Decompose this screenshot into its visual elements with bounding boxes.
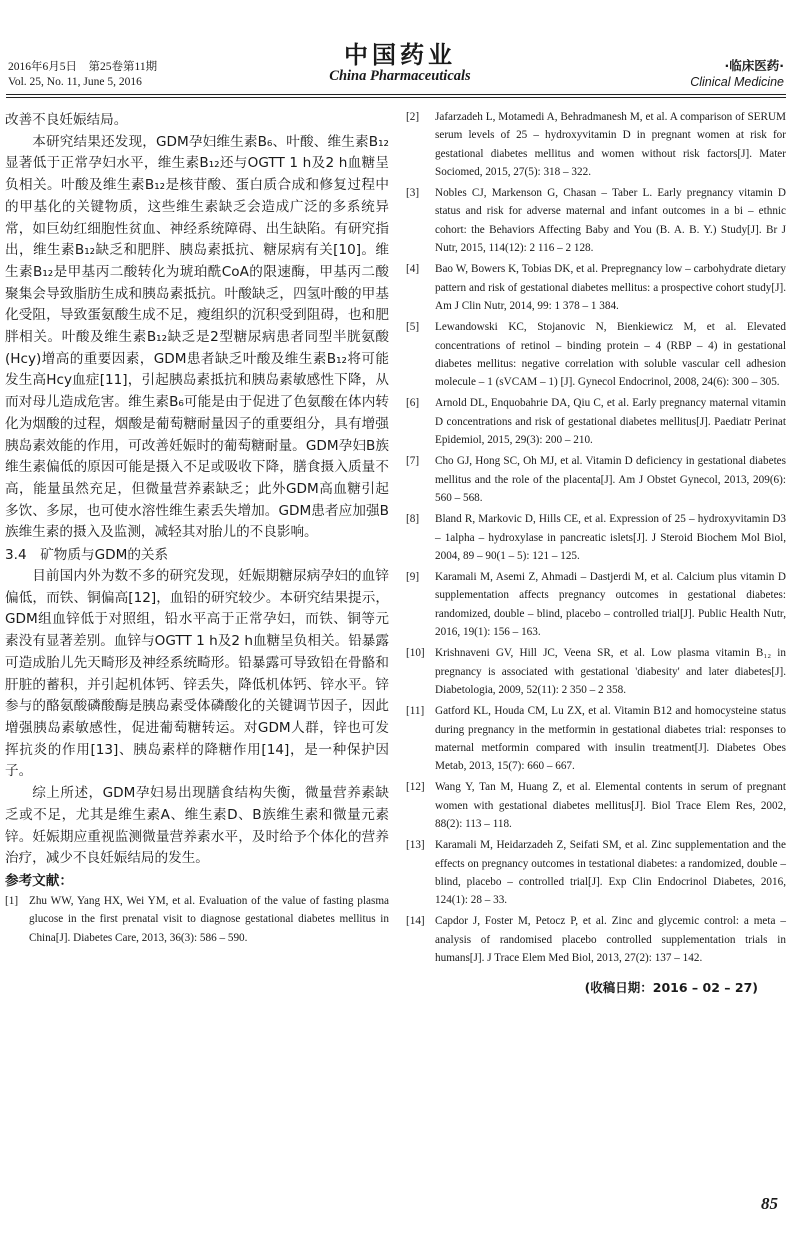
section-heading-3-4: 3.4 矿物质与GDM的关系 bbox=[5, 547, 169, 564]
reference-text: Bland R, Markovic D, Hills CE, et al. Expression of 25 – hydroxyvitamin D3 – 1alpha – hydroxylase in pancreatic islets[J]. J Steroid Biochem Mol Biol, 2004, 89 – 90(1 – 5): 121 – 125. bbox=[435, 513, 786, 562]
reference-item bbox=[406, 184, 786, 257]
reference-text: Karamali M, Asemi Z, Ahmadi – Dastjerdi M, et al. Calcium plus vitamin D supplementation affects pregnancy outcomes in gestational diabetes: randomized, double – blind, placebo – controlled trial[J]. Public Health Nutr, 2016, 19(1): 156 – 163. bbox=[435, 571, 786, 639]
reference-text: Wang Y, Tan M, Huang Z, et al. Elemental contents in serum of pregnant women with gestational diabetes mellitus[J]. Biol Trace Elem Res, 2002, 88(2): 113 – 118. bbox=[435, 781, 786, 830]
reference-text: Zhu WW, Yang HX, Wei YM, et al. Evaluation of the value of fasting plasma glucose in the first prenatal visit to diagnose gestational diabetes mellitus in China[J]. Diabetes Care, 2013, 36(3): 586 – 590. bbox=[29, 894, 389, 944]
reference-number: [6] bbox=[406, 397, 420, 410]
reference-text: Jafarzadeh L, Motamedi A, Behradmanesh M, et al. A comparison of SERUM serum levels of 25 – hydroxyvitamin D in pregnant women at risk for gestational diabetes mellitus and women without risk factors[J]. Mater Sociomed, 2015, 27(5): 318 – 322. bbox=[435, 111, 786, 178]
issue-volume-en: Vol. 25, No. 11, June 5, 2016 bbox=[8, 76, 142, 88]
header-rule-thin bbox=[6, 97, 786, 98]
left-column bbox=[5, 110, 389, 950]
page-header bbox=[0, 0, 792, 104]
page-number: 85 bbox=[761, 1194, 778, 1213]
reference-item bbox=[406, 912, 786, 967]
reference-number: [3] bbox=[406, 187, 420, 200]
reference-item bbox=[5, 892, 389, 947]
reference-text: Cho GJ, Hong SC, Oh MJ, et al. Vitamin D deficiency in gestational diabetes mellitus and the role of the placenta[J]. Am J Obstet Gynecol, 2013, 209(6): 560 – 568. bbox=[435, 455, 786, 504]
reference-number: [8] bbox=[406, 513, 420, 526]
reference-text: Bao W, Bowers K, Tobias DK, et al. Prepregnancy low – carbohydrate dietary pattern and risk of gestational diabetes mellitus: a prospective cohort study[J]. Am J Clin Nutr, 2014, 99: 1 378 – 1 384. bbox=[435, 263, 786, 312]
reference-number: [5] bbox=[406, 321, 420, 334]
reference-item bbox=[406, 568, 786, 641]
reference-text: Nobles CJ, Markenson G, Chasan – Taber L. Early pregnancy vitamin D status and risk for adverse maternal and infant outcomes in a bi – ethnic cohort: the Behaviors Affecting Baby and You (B. A. B. Y.) Study[J]. Br J Nutr, 2015, 114(12): 2 116 – 2 128. bbox=[435, 187, 786, 255]
reference-number: [2] bbox=[406, 111, 420, 123]
reference-number: [14] bbox=[406, 915, 425, 928]
reference-item bbox=[406, 452, 786, 507]
reference-number: [11] bbox=[406, 705, 425, 718]
reference-text: Gatford KL, Houda CM, Lu ZX, et al. Vitamin B12 and homocysteine status during pregnancy in the metformin in gestational diabetes trial: responses to maternal metformin compared with insulin treatment[J]. Diabetes Obes Metab, 2013, 15(7): 660 – 667. bbox=[435, 705, 786, 773]
reference-number: [7] bbox=[406, 455, 420, 468]
journal-logo bbox=[300, 42, 500, 85]
reference-item bbox=[406, 778, 786, 833]
issue-info bbox=[8, 60, 157, 90]
reference-text: Arnold DL, Enquobahrie DA, Qiu C, et al. Early pregnancy maternal vitamin D concentrations and risk of gestational diabetes mellitus[J]. Paediatr Perinat Epidemiol, 2015, 29(3): 200 – 210. bbox=[435, 397, 786, 447]
reference-number: [4] bbox=[406, 263, 420, 276]
paragraph-minerals: 目前国内外为数不多的研究发现，妊娠期糖尿病孕妇的血锌偏低，而铁、铜偏高[12]，血铅的研究较少。本研究结果提示，GDM组血锌低于对照组，铅水平高于正常孕妇，而铁、铜等元素没有显著差别。血锌与OGTT 1 h及2 h血糖呈负相关。铅暴露可造成胎儿先天畸形及神经系统畸形。铅暴露可导致铅在骨骼和肝脏的蓄积，并引起机体钙、锌丢失，降低机体钙、锌水平。锌参与的酪氨酸磷酸酶是胰岛素受体磷酸化的关键调节因子，因此增强胰岛素敏感性，促进葡萄糖转运。对GDM人群，锌也可发挥抗炎的作用[13]、胰岛素样的降糖作用[14]，是一种保护因子。 bbox=[5, 568, 389, 780]
header-rule bbox=[6, 94, 786, 95]
issue-date-cn: 2016年6月5日 第25卷第11期 bbox=[8, 61, 158, 73]
reference-item bbox=[406, 260, 786, 315]
reference-number: [10] bbox=[406, 647, 425, 660]
reference-number: [1] bbox=[5, 894, 19, 907]
received-date: (收稿日期：2016 – 02 – 27) bbox=[584, 980, 758, 996]
reference-item bbox=[406, 318, 786, 391]
reference-text: Lewandowski KC, Stojanovic N, Bienkiewicz M, et al. Elevated concentrations of retinol – binding protein – 4 (RBP – 4) in gestational diabetes mellitus: negative correlation with soluble vascular cell adhesion molecule – 1 (sVCAM – 1) [J]. Gynecol Endocrinol, 2008, 24(6): 300 – 305. bbox=[435, 321, 786, 389]
reference-text: Capdor J, Foster M, Petocz P, et al. Zinc and glycemic control: a meta – analysis of randomised placebo controlled supplementation trials in humans[J]. J Trace Elem Med Biol, 2013, 27(2): 137 – 142. bbox=[435, 915, 786, 965]
reference-item bbox=[406, 702, 786, 775]
right-column bbox=[406, 108, 786, 996]
references-heading: 参考文献： bbox=[5, 872, 73, 889]
paragraph-vitamin-b: 本研究结果还发现，GDM孕妇维生素B₆、叶酸、维生素B₁₂显著低于正常孕妇水平，维生素B₁₂还与OGTT 1 h及2 h血糖呈负相关。叶酸及维生素B₁₂是核苷酸、蛋白质合成和修复过程中的甲基化的关键物质，这些维生素缺乏会造成广泛的多系统异常，如巨幼红细胞性贫血、神经系统障碍、出生缺陷。有研究指出，维生素B₁₂缺乏和肥胖、胰岛素抵抗、糖尿病有关[10]。维生素B₁₂是甲基丙二酸转化为琥珀酰CoA的限速酶，甲基丙二酸聚集会导致脂肪生成和胰岛素抵抗。叶酸缺乏，四氢叶酸的甲基化受阻，导致蛋氨酸生成不足，瘦组织的沉积受到阻碍，也和肥胖相关。叶酸及维生素B₁₂缺乏是2型糖尿病患者同型半胱氨酸(Hcy)增高的重要因素，GDM患者缺乏叶酸及维生素B₁₂将可能发生高Hcy血症[11]，引起胰岛素抵抗和胰岛素敏感性下降，从而对母儿造成危害。维生素B₆可能是由于促进了色氨酸在体内转化为烟酸的过程，烟酸是葡萄糖耐量因子的重要组分，具有增强胰岛素效能的作用，可改善妊娠时的葡萄糖耐量。GDM孕妇B族维生素偏低的原因可能是摄入不足或吸收下降，膳食摄入质量不高，能量虽然充足，但微量营养素缺乏；此外GDM高血糖引起多饮、多尿，也可使水溶性维生素丢失增加。GDM患者应加强B族维生素的摄入及监测，减轻其对胎儿的不良影响。 bbox=[5, 133, 389, 541]
reference-number: [12] bbox=[406, 781, 425, 794]
paragraph-continuation: 改善不良妊娠结局。 bbox=[5, 112, 128, 128]
paragraph-conclusion: 综上所述，GDM孕妇易出现膳食结构失衡，微量营养素缺乏或不足，尤其是维生素A、维生素D、B族维生素和微量元素锌。妊娠期应重视监测微量营养素水平，及时给予个体化的营养治疗，减少不良妊娠结局的发生。 bbox=[5, 785, 389, 867]
reference-text: Karamali M, Heidarzadeh Z, Seifati SM, et al. Zinc supplementation and the effects on pregnancy outcomes in testational diabetes: a randomized, double – blind, placebo – controlled trial[J]. Exp Clin Endocrinol Diabetes, 2016, 124(1): 28 – 33. bbox=[435, 839, 786, 907]
section-label bbox=[690, 58, 784, 90]
reference-item bbox=[406, 108, 786, 181]
reference-item bbox=[406, 836, 786, 909]
reference-item bbox=[406, 510, 786, 565]
journal-title-cn: 中国药业 bbox=[344, 40, 456, 69]
section-label-cn: ·临床医药· bbox=[724, 58, 784, 73]
reference-number: [13] bbox=[406, 839, 425, 852]
reference-text: Krishnaveni GV, Hill JC, Veena SR, et al. Low plasma vitamin B₁₂ in pregnancy is associated with gestational 'diabesity' and later diabetes[J]. Diabetologia, 2009, 52(11): 2 350 – 2 358. bbox=[435, 647, 786, 696]
section-label-en: Clinical Medicine bbox=[690, 75, 784, 89]
journal-title-en: China Pharmaceuticals bbox=[329, 68, 471, 84]
reference-item bbox=[406, 394, 786, 449]
reference-item bbox=[406, 644, 786, 699]
reference-number: [9] bbox=[406, 571, 420, 584]
